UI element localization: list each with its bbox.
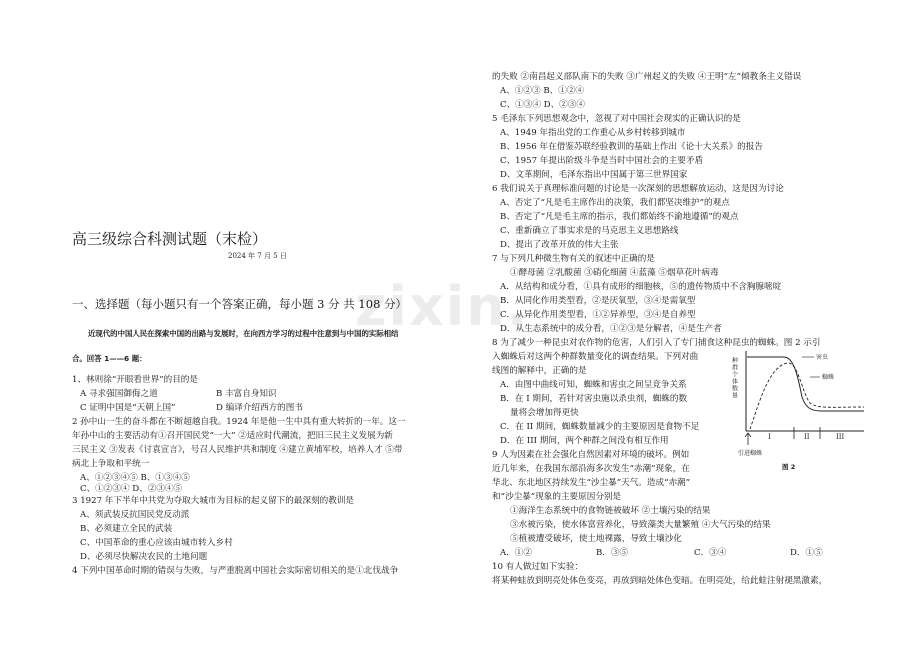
question-10: 10 有人做过如下实验： (492, 562, 584, 572)
pest-curve (747, 357, 864, 411)
question-6-option-a: A、否定了“凡是毛主席作出的决策，我们都坚决维护”的观点 (500, 198, 730, 208)
question-1-option-c: C 证明中国是“天朝上国” (80, 403, 176, 413)
question-4: 4 下列中国革命时期的错误与失败，与严重脱离中国社会实际密切相关的是①北伐战争 (72, 566, 399, 576)
question-9-option-c: C．③④ (694, 548, 727, 558)
spider-curve (750, 363, 864, 429)
question-3: 3 1927 年下半年中共党为夺取大城市为目标的起义留下的最深刻的教训是 (72, 496, 355, 506)
question-2-line-3: 三民主义 ③发表《讨袁宣言》，号召人民维护共和制度 ④建立黄埔军校，培养人才 ⑤带 (72, 445, 403, 455)
question-8-line-2: 入蜘蛛后对这两个种群数量变化的调查结果。下列对曲 (492, 352, 699, 362)
question-6: 6 我们说关于真理标准问题的讨论是一次深刻的思想解放运动，这是因为讨论 (492, 184, 784, 194)
question-9-line-3: 华北、东北地区持续发生“沙尘暴”天气。造成“赤潮” (492, 478, 691, 488)
question-5: 5 毛泽东下列思想观念中，忽视了对中国社会现实的正确认识的是 (492, 114, 741, 124)
section-heading: 一、选择题（每小题只有一个答案正确，每小题 3 分 共 108 分） (72, 297, 408, 311)
question-5-option-b: B、1956 年在借鉴苏联经验教训的基础上作出《论十大关系》的报告 (500, 142, 763, 152)
question-7: 7 与下列几种微生物有关的叙述中正确的是 (492, 254, 655, 264)
question-9-option-d: D．①⑤ (790, 548, 823, 558)
intro-line-1: 近现代的中国人民在探索中国的出路与发展时，在向西方学习的过程中注意到与中国的实际相结 (88, 329, 399, 338)
question-2-options-cd: C、①②③④ D、②③④⑤ (80, 484, 183, 494)
question-9-option-a: A．①② (500, 548, 532, 558)
question-8-option-b: B．在 I 期间，若针对害虫施以杀虫剂，蜘蛛的数 (500, 394, 688, 404)
question-7-option-c: C．从异化作用类型看，①②异养型，③④是自养型 (500, 310, 696, 320)
question-7-items: ①酵母菌 ②乳酸菌 ③硝化细菌 ④蓝藻 ⑤烟草花叶病毒 (510, 268, 719, 278)
question-1-option-d: D 编译介绍西方的图书 (216, 403, 303, 413)
figure-ylabel: 种群个体数量 (730, 357, 738, 399)
question-5-option-d: D、文革期间，毛泽东指出中国属于第三世界国家 (500, 170, 688, 180)
question-3-option-d: D、必须尽快解决农民的土地问题 (80, 552, 208, 562)
question-6-option-c: C、重新确立了事实求是的马克思主义思想路线 (500, 226, 679, 236)
question-2-line-4: 病北上争取和平统一 (72, 459, 150, 469)
question-9-items-3: ⑤植被遭受破坏，使土地裸露，导致土壤沙化 (510, 534, 682, 544)
period-2-label: II (804, 433, 810, 441)
question-8-option-a: A．由图中曲线可知，蜘蛛和害虫之间呈竞争关系 (500, 380, 687, 390)
question-2-line-1: 2 孙中山一生的奋斗都在不断超越自我。1924 年是他一生中具有重大转折的一年。这一 (72, 417, 406, 427)
question-3-option-b: B、必须建立全民的武装 (80, 524, 173, 534)
question-4-options-ab: A、①②③ B、①②④ (500, 86, 585, 96)
question-5-option-a: A、1949 年指出党的工作重心从乡村转移到城市 (500, 128, 686, 138)
page-title: 高三级综合科测试题（末检） (72, 230, 268, 248)
legend-spider: 蜘蛛 (822, 374, 835, 381)
question-6-option-d: D、提出了改革开放的伟大主张 (500, 240, 619, 250)
question-9-items-1: ①海洋生态系统中的食物链被破坏 ②土壤污染的结果 (510, 506, 711, 516)
question-7-option-a: A．从结构和成分看，①具有成形的细胞核，⑤的遗传物质中不含胸腺嘧啶 (500, 282, 782, 292)
question-3-option-c: C、中国革命的重心应该由城市转入乡村 (80, 538, 233, 548)
intro-line-2: 合。回答 1——6 题： (72, 354, 147, 363)
question-3-option-a: A、须武装反抗国民党反动派 (80, 510, 190, 520)
question-7-option-d: D．从生态系统中的成分看，①②③是分解者，④是生产者 (500, 324, 722, 334)
question-1-option-b: B 丰富自身知识 (216, 389, 277, 399)
exam-date: 2024 年 7 月 5 日 (228, 252, 287, 260)
figure-caption: 图 2 (782, 463, 796, 471)
question-9-option-b: B．③⑤ (596, 548, 629, 558)
question-9-line-4: 和“沙尘暴”现象的主要原因分别是 (492, 492, 622, 502)
watermark: zixin. (355, 275, 530, 338)
question-7-option-b: B．从同化作用类型看，②是厌氧型，③④是需氧型 (500, 296, 696, 306)
question-1: 1、林则徐“开眼看世界”的目的是 (72, 375, 198, 385)
question-8-option-d: D．在 III 期间，两个种群之间没有相互作用 (500, 436, 669, 446)
question-2-line-2: 年孙中山的主要活动有①召开国民党“一大” ②适应时代潮流，把旧三民主义发展为新 (72, 431, 393, 441)
question-9-items-2: ③水被污染，使水体富营养化，导致藻类大量繁殖 ④大气污染的结果 (510, 520, 771, 530)
question-10-line-2: 将某种蛙放到明亮处体色变亮，再放到暗处体色变暗。在明亮处，给此蛙注射褪黑激素， (492, 576, 828, 586)
question-4-options-cd: C、①③④ D、②③④ (500, 100, 585, 110)
question-8-option-c: C．在 II 期间，蜘蛛数量减少的主要原因是食物不足 (500, 422, 700, 432)
population-figure (732, 347, 866, 473)
question-6-option-b: B、否定了“凡是毛主席的指示，我们都始终不渝地遵循”的观点 (500, 212, 739, 222)
period-1-label: I (768, 433, 771, 441)
question-1-option-a: A 寻求强国御侮之道 (80, 389, 158, 399)
question-4-cont: 的失败 ②南昌起义部队南下的失败 ③广州起义的失败 ④王明“左”倾教条主义错误 (492, 72, 802, 82)
figure-xlabel: 引进蜘蛛 (738, 450, 763, 457)
period-3-label: III (836, 433, 845, 441)
question-5-option-c: C、1957 年提出阶级斗争是当时中国社会的主要矛盾 (500, 156, 704, 166)
question-8-option-b-cont: 量将会增加得更快 (510, 408, 579, 418)
question-2-options-ab: A、①②③④⑤ B、①③④⑤ (80, 473, 190, 483)
legend-pest: 害虫 (816, 354, 829, 361)
question-8-line-3: 线图的解释中，正确的是 (492, 366, 587, 376)
question-9-line-1: 9 人为因素在社会强化自然因素对环境的破坏。例如 (492, 450, 690, 460)
question-9-line-2: 近几年来，在我国东部沿海多次发生“赤潮”现象，在 (492, 464, 690, 474)
question-8-line-1: 8 为了减少一种昆虫对农作物的危害，人们引入了专门捕食这种昆虫的蜘蛛。图 2 示引 (492, 338, 821, 348)
